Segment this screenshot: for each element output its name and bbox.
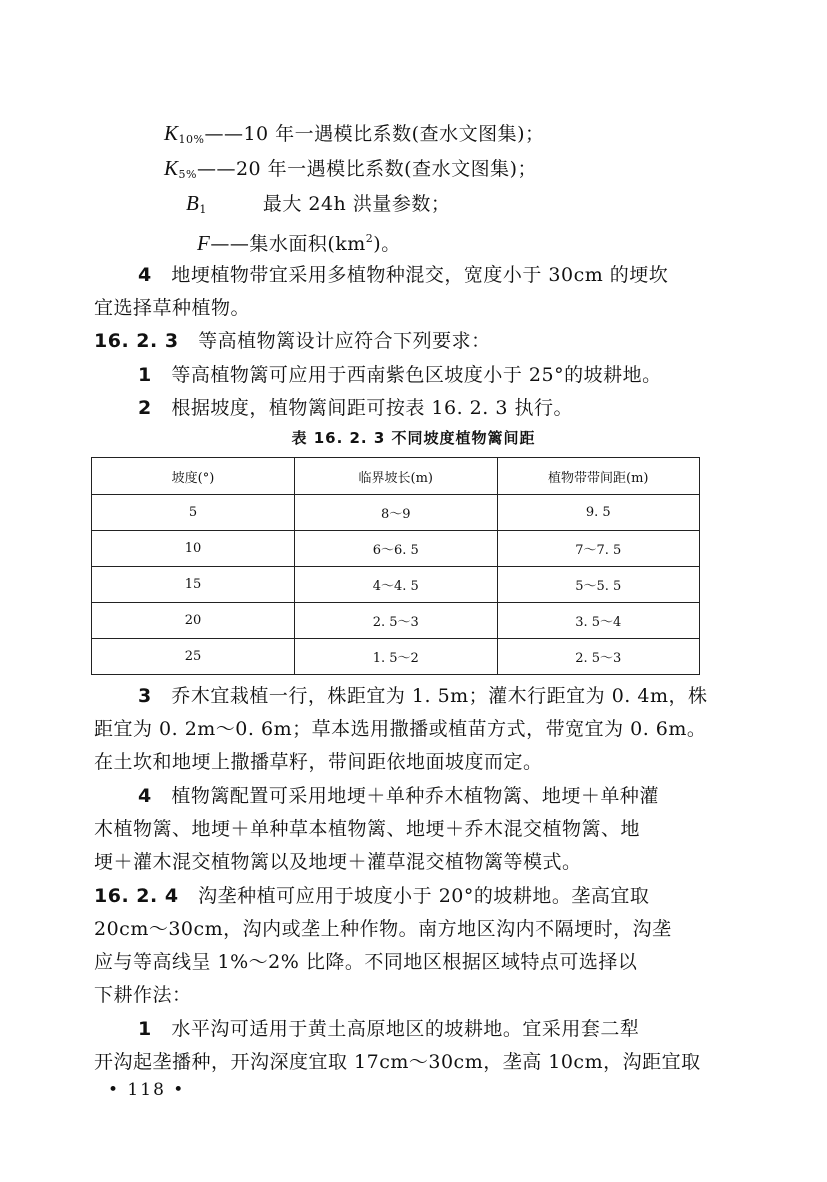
- header-critical-length: 临界坡长(m): [295, 458, 498, 495]
- item-number: 1: [138, 1018, 152, 1040]
- header-strip-spacing: 植物带带间距(m): [497, 458, 700, 495]
- section-number: 16. 2. 4: [94, 885, 179, 907]
- item-number: 3: [138, 685, 152, 707]
- dash: ——: [210, 233, 250, 255]
- section-heading-16-2-4: [94, 883, 649, 909]
- para4-line1: [138, 262, 668, 288]
- section-text: 沟垄种植可应用于坡度小于 20°的坡耕地。垄高宜取: [198, 885, 650, 907]
- definition-k5: [164, 155, 537, 188]
- definition-k10: [164, 120, 545, 153]
- spacing-table: [91, 457, 700, 675]
- table-cell: 4～4. 5: [295, 567, 498, 603]
- item-last-line1: [138, 1016, 639, 1042]
- item-number: 4: [138, 264, 152, 286]
- table-cell: 20: [92, 603, 295, 639]
- header-slope: 坡度(°): [92, 458, 295, 495]
- definition-text: 集水面积(km: [249, 233, 366, 255]
- dash: ——: [196, 158, 236, 180]
- table-cell: 9. 5: [497, 495, 700, 531]
- table-cell: 1. 5～2: [295, 639, 498, 675]
- table-caption: 表 16. 2. 3 不同坡度植物篱间距: [291, 429, 536, 447]
- symbol-f: F: [197, 231, 211, 255]
- symbol-k: K: [164, 121, 179, 145]
- table-cell: 7～7. 5: [497, 531, 700, 567]
- section-16-2-4-line2: 20cm～30cm，沟内或垄上种作物。南方地区沟内不隔埂时，沟垄: [94, 918, 672, 940]
- symbol-b: B: [186, 191, 200, 215]
- para-text: 地埂植物带宜采用多植物种混交，宽度小于 30cm 的埂坎: [171, 264, 669, 286]
- item-text: 等高植物篱可应用于西南紫色区坡度小于 25°的坡耕地。: [171, 364, 662, 386]
- item3-line2: 距宜为 0. 2m～0. 6m；草本选用撒播或植苗方式，带宽宜为 0. 6m。: [94, 718, 707, 740]
- item-number: 4: [138, 785, 152, 807]
- section-number: 16. 2. 3: [94, 330, 179, 352]
- table-cell: 5～5. 5: [497, 567, 700, 603]
- item4-line1: [138, 783, 659, 809]
- item-text: 水平沟可适用于黄土高原地区的坡耕地。宜采用套二犁: [171, 1018, 640, 1040]
- subscript: 5%: [178, 168, 197, 181]
- table-cell: 8～9: [295, 495, 498, 531]
- item-number: 1: [138, 364, 152, 386]
- table-row: [92, 495, 700, 531]
- item2-line: [138, 395, 573, 421]
- subscript: 1: [199, 203, 207, 216]
- section-16-2-4-line4: 下耕作法：: [94, 984, 192, 1006]
- table-header-row: [92, 458, 700, 495]
- item-text: 乔木宜栽植一行，株距宜为 1. 5m；灌木行距宜为 0. 4m，株: [171, 685, 708, 707]
- table-cell: 2. 5～3: [295, 603, 498, 639]
- superscript: 2: [365, 232, 374, 245]
- table-cell: 25: [92, 639, 295, 675]
- symbol-k: K: [164, 156, 179, 180]
- section-title: 等高植物篱设计应符合下列要求：: [198, 330, 491, 352]
- subscript: 10%: [178, 133, 205, 146]
- definition-text-end: )。: [373, 233, 401, 255]
- definition-text: 10 年一遇模比系数(查水文图集)；: [243, 123, 545, 145]
- item-last-line2: 开沟起垄播种，开沟深度宜取 17cm～30cm，垄高 10cm，沟距宜取: [94, 1051, 701, 1073]
- para4-line2: 宜选择草种植物。: [94, 297, 251, 319]
- definition-b1: [186, 190, 450, 223]
- item-number: 2: [138, 397, 152, 419]
- table-row: [92, 639, 700, 675]
- item3-line1: [138, 683, 708, 709]
- item-text: 植物篱配置可采用地埂＋单种乔木植物篱、地埂＋单种灌: [171, 785, 659, 807]
- section-16-2-4-line3: 应与等高线呈 1%～2% 比降。不同地区根据区域特点可选择以: [94, 951, 638, 973]
- item4-line3: 埂＋灌木混交植物篱以及地埂＋灌草混交植物篱等模式。: [94, 851, 582, 873]
- table-row: [92, 531, 700, 567]
- table-row: [92, 567, 700, 603]
- section-heading-16-2-3: [94, 328, 491, 354]
- definition-text: 最大 24h 洪量参数；: [262, 193, 451, 215]
- table-cell: 6～6. 5: [295, 531, 498, 567]
- table-cell: 15: [92, 567, 295, 603]
- dash: ——: [204, 123, 244, 145]
- item3-line3: 在土坎和地埂上撒播草籽，带间距依地面坡度而定。: [94, 751, 543, 773]
- table-cell: 2. 5～3: [497, 639, 700, 675]
- table-cell: 3. 5～4: [497, 603, 700, 639]
- table-cell: 10: [92, 531, 295, 567]
- definition-text: 20 年一遇模比系数(查水文图集)；: [235, 158, 538, 180]
- page-number: • 118 •: [108, 1080, 186, 1100]
- table-row: [92, 603, 700, 639]
- definition-f: [197, 226, 401, 257]
- item-text: 根据坡度，植物篱间距可按表 16. 2. 3 执行。: [171, 397, 573, 419]
- table-cell: 5: [92, 495, 295, 531]
- item4-line2: 木植物篱、地埂＋单种草本植物篱、地埂＋乔木混交植物篱、地: [94, 818, 641, 840]
- item1-line: [138, 362, 662, 388]
